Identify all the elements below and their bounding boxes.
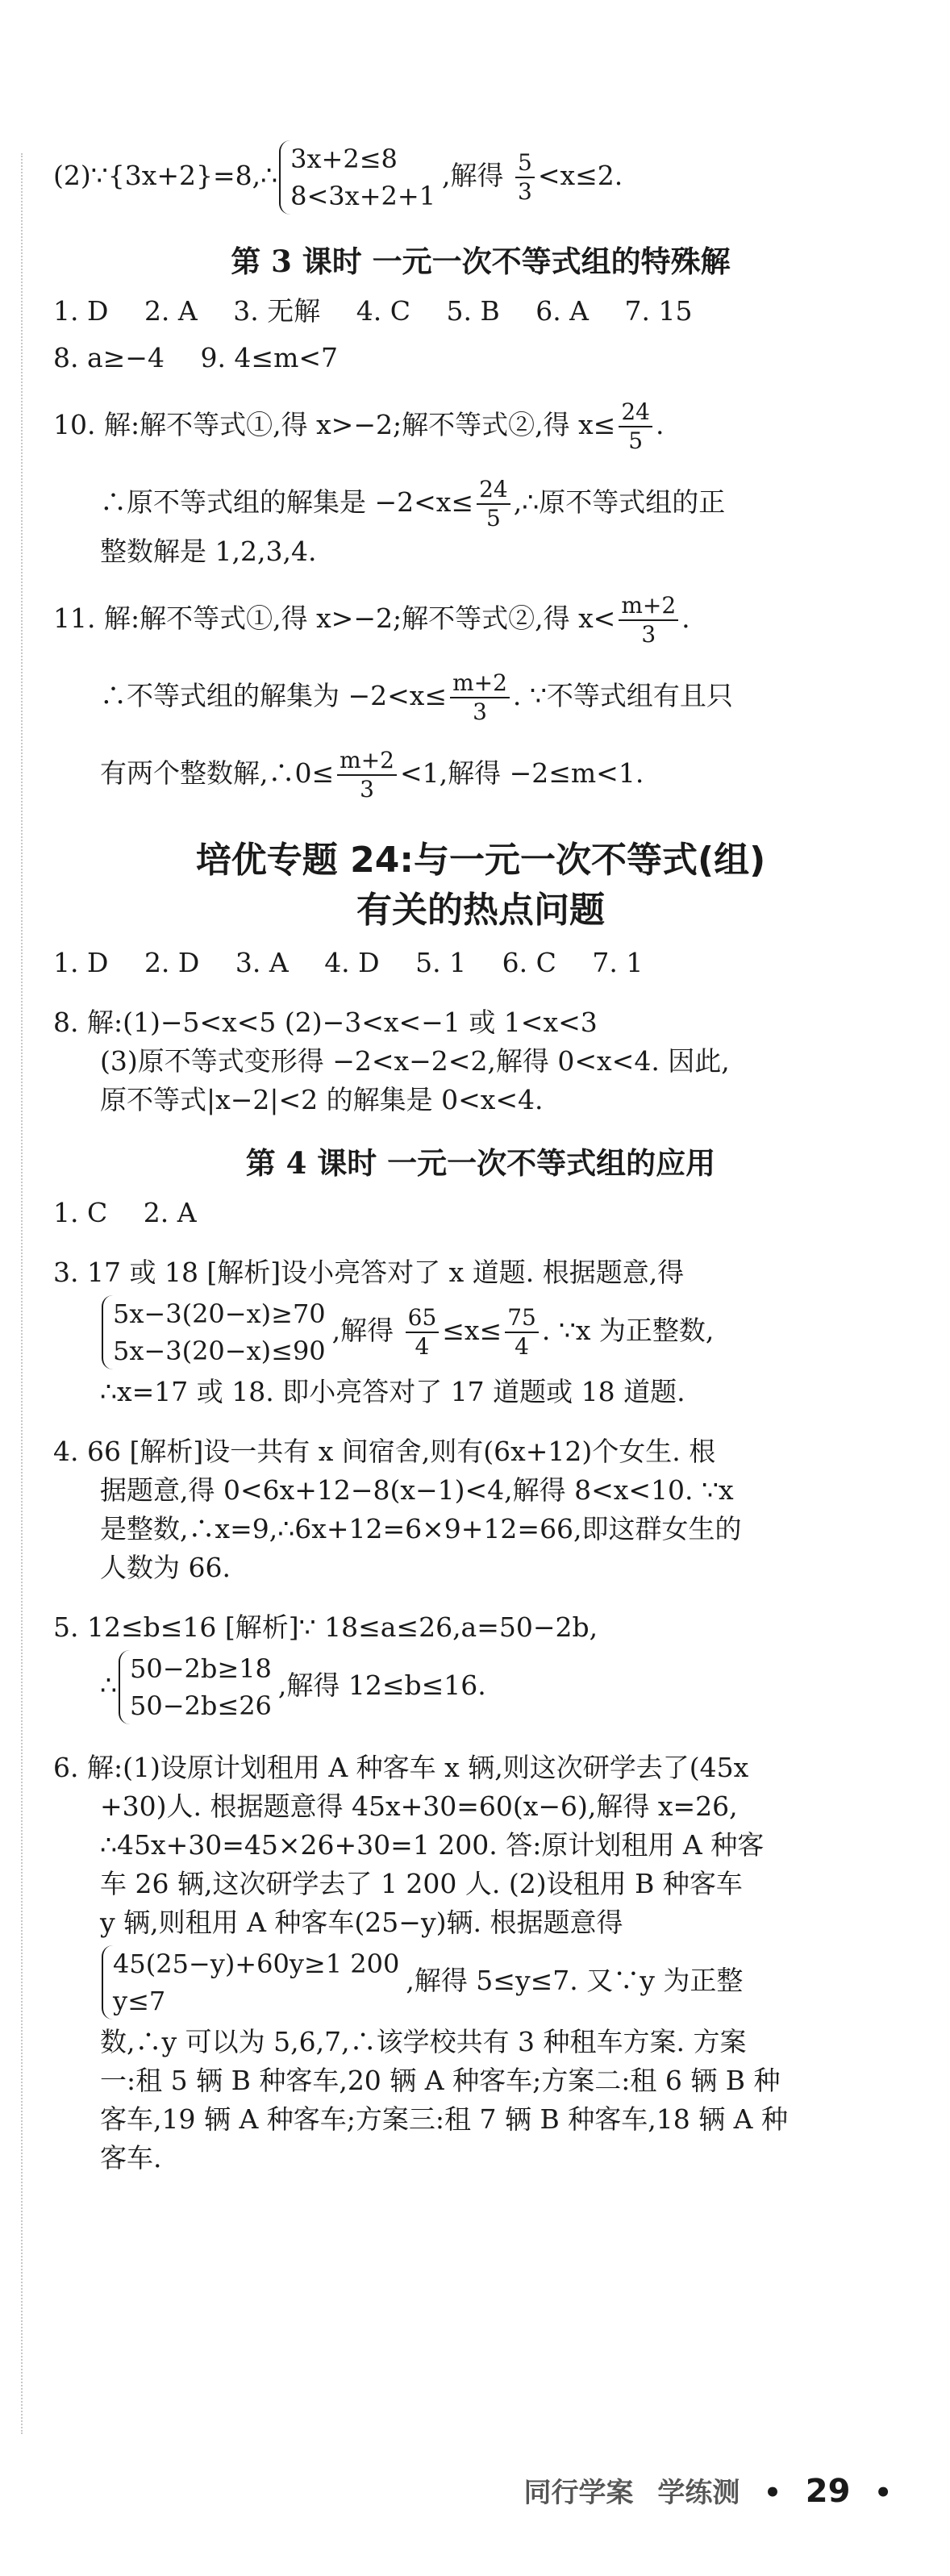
answer-item: 5. 1	[415, 947, 467, 978]
answer-item: 1. D	[53, 947, 109, 978]
q11-fraction-3: $\frac{m+2}{3}$	[337, 747, 397, 803]
answer-item: 4. C	[356, 295, 410, 327]
q5-line1: 5. 12≤b≤16 [解析]∵ 18≤a≤26,a=50−2b,	[53, 1611, 598, 1643]
answer-item: 4. D	[324, 947, 380, 978]
page-footer	[509, 2470, 892, 2510]
q6-line4: 车 26 辆,这次研学去了 1 200 人. (2)设租用 B 种客车	[100, 1868, 743, 1899]
q6-system: 45(25−y)+60y≥1 200 y≤7	[102, 1945, 399, 2020]
q3-line2: 5x−3(20−x)≥70 5x−3(20−x)≤90 ,解得 $\frac{65}{4}$ ≤x≤ $\frac{75}{4}$ . ∵x 为正整数,	[53, 1292, 908, 1373]
answer-item: 1. C	[53, 1197, 108, 1228]
special-answers-row1	[53, 944, 908, 982]
q11-line2: ∴不等式组的解集为 −2<x≤ $\frac{m+2}{3}$ . ∵不等式组有且只	[100, 669, 733, 725]
q10-line2: ∴原不等式组的解集是 −2<x≤ $\frac{24}{5}$ ,∴原不等式组的正	[100, 476, 726, 531]
answer-item: 1. D	[53, 295, 109, 327]
answer-item: 2. A	[144, 295, 198, 327]
special-title-line1: 培优专题 24:与一元一次不等式(组)	[195, 840, 766, 881]
footer-series: 学练测	[657, 2477, 740, 2509]
q6-line3: ∴45x+30=45×26+30=1 200. 答:原计划租用 A 种客	[100, 1829, 765, 1861]
q3-system: 5x−3(20−x)≥70 5x−3(20−x)≤90	[102, 1295, 326, 1369]
q6-line5: y 辆,则租用 A 种客车(25−y)辆. 根据题意得	[100, 1907, 623, 1938]
q3-fraction-1: $\frac{65}{4}$	[406, 1304, 440, 1361]
q6-line2: +30)人. 根据题意得 45x+30=60(x−6),解得 x=26,	[100, 1790, 738, 1822]
answer-item: 6. A	[535, 295, 590, 327]
q6-line6: 45(25−y)+60y≥1 200 y≤7 ,解得 5≤y≤7. 又∵y 为正整	[53, 1942, 908, 2023]
answer-item: 3. A	[235, 947, 289, 978]
intro-text: (2)∵{3x+2}=8,∴	[53, 160, 278, 191]
q11-fraction-2: $\frac{m+2}{3}$	[450, 669, 510, 726]
q11-fraction-1: $\frac{m+2}{3}$	[619, 592, 678, 648]
intro-system-eq1: 3x+2≤8	[290, 144, 398, 174]
section3-answers-row1	[53, 292, 908, 331]
q4-line3: 是整数,∴x=9,∴6x+12=6×9+12=66,即这群女生的	[100, 1513, 742, 1544]
section4-title: 第 4 课时 一元一次不等式组的应用	[245, 1145, 716, 1181]
intro-system	[279, 140, 435, 215]
q5-system: 50−2b≥18 50−2b≤26	[119, 1650, 272, 1724]
answer-content	[53, 137, 908, 2178]
q3-line1: 3. 17 或 18 [解析]设小亮答对了 x 道题. 根据题意,得	[53, 1257, 685, 1288]
q6-line9: 客车,19 辆 A 种客车;方案三:租 7 辆 B 种客车,18 辆 A 种	[100, 2103, 789, 2135]
special-title-line2: 有关的热点问题	[356, 890, 605, 931]
intro-line	[53, 137, 908, 218]
answer-item: 3. 无解	[233, 295, 321, 327]
answer-item: 8. a≥−4	[53, 342, 165, 373]
intro-end: <x≤2.	[537, 160, 623, 191]
section3-answers-row2	[53, 339, 908, 377]
intro-mid: ,解得	[442, 160, 513, 191]
intro-fraction: $\frac{5}{3}$	[515, 149, 535, 206]
q3-fraction-2: $\frac{75}{4}$	[505, 1304, 539, 1361]
answer-item: 2. A	[143, 1197, 197, 1228]
answer-item: 7. 1	[592, 947, 644, 978]
q4-line4: 人数为 66.	[100, 1552, 231, 1583]
answer-item: 6. C	[502, 947, 556, 978]
margin-dotted-rule	[21, 153, 23, 2434]
q10-line1: 10. 解:解不等式①,得 x>−2;解不等式②,得 x≤ $\frac{24}{5}$ .	[53, 398, 665, 454]
section4-answers-row1	[53, 1194, 908, 1232]
special-q8-line3: 原不等式|x−2|<2 的解集是 0<x<4.	[100, 1084, 544, 1115]
footer-bullet-left: •	[764, 2477, 781, 2509]
footer-bullet-right: •	[874, 2477, 892, 2509]
q6-line7: 数,∴y 可以为 5,6,7,∴该学校共有 3 种租车方案. 方案	[100, 2026, 747, 2057]
answer-item: 7. 15	[624, 295, 693, 327]
q3-line3: ∴x=17 或 18. 即小亮答对了 17 道题或 18 道题.	[100, 1376, 685, 1407]
answer-item: 5. B	[446, 295, 500, 327]
q6-line10: 客车.	[100, 2142, 162, 2174]
page-number: 29	[805, 2473, 851, 2510]
special-q8-line2: (3)原不等式变形得 −2<x−2<2,解得 0<x<4. 因此,	[100, 1045, 730, 1077]
q6-line1: 6. 解:(1)设原计划租用 A 种客车 x 辆,则这次研学去了(45x	[53, 1752, 749, 1783]
section3-title: 第 3 课时 一元一次不等式组的特殊解	[231, 244, 731, 279]
footer-brand: 同行学案	[523, 2477, 634, 2509]
q11-line1: 11. 解:解不等式①,得 x>−2;解不等式②,得 x< $\frac{m+2}{3}$ .	[53, 592, 690, 648]
q4-line1: 4. 66 [解析]设一共有 x 间宿舍,则有(6x+12)个女生. 根	[53, 1436, 716, 1467]
q4-line2: 据题意,得 0<6x+12−8(x−1)<4,解得 8<x<10. ∵x	[100, 1474, 734, 1506]
q11-line3: 有两个整数解,∴0≤ $\frac{m+2}{3}$ <1,解得 −2≤m<1.	[100, 747, 644, 802]
answer-item: 9. 4≤m<7	[200, 342, 339, 373]
q10-line3: 整数解是 1,2,3,4.	[100, 536, 317, 567]
q10-fraction-2: $\frac{24}{5}$	[477, 476, 510, 532]
q5-line2: ∴ 50−2b≥18 50−2b≤26 ,解得 12≤b≤16.	[53, 1647, 908, 1728]
q10-fraction-1: $\frac{24}{5}$	[619, 398, 652, 455]
answer-item: 2. D	[144, 947, 200, 978]
intro-system-eq2: 8<3x+2+1	[290, 181, 436, 211]
q6-line8: 一:租 5 辆 B 种客车,20 辆 A 种客车;方案二:租 6 辆 B 种	[100, 2065, 781, 2096]
special-q8-line1: 8. 解:(1)−5<x<5 (2)−3<x<−1 或 1<x<3	[53, 1007, 598, 1038]
